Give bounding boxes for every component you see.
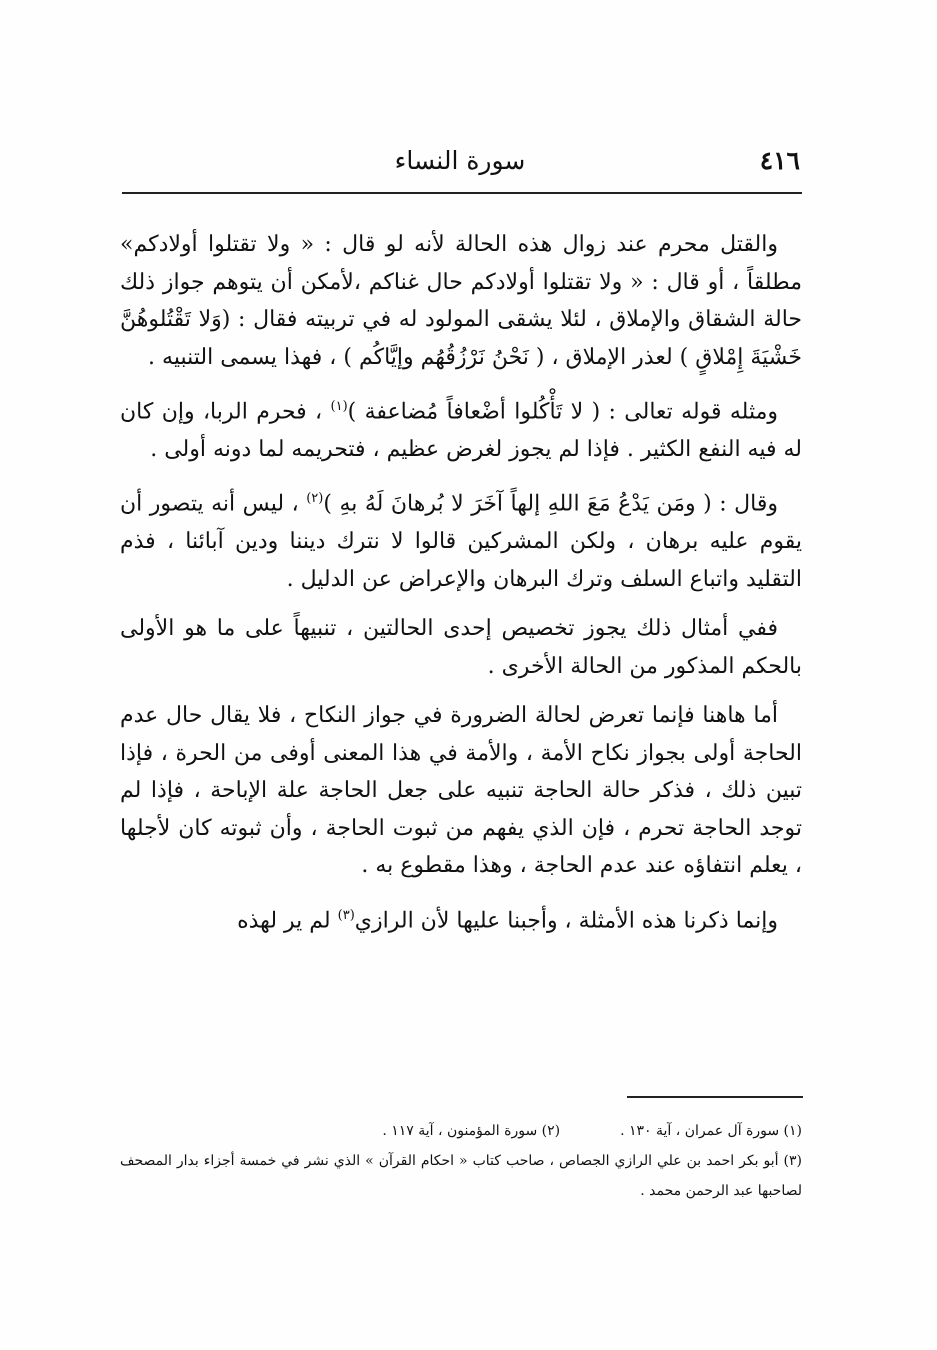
footnote-ref-1: (١) — [330, 399, 348, 414]
footnote-ref-2: (٢) — [306, 491, 324, 507]
paragraph-1-text: والقتل محرم عند زوال هذه الحالة لأنه لو قال : « ولا تقتلوا أولادكم» مطلقاً ، أو قال : « ولا تقتلوا أولادكم حال غناكم ،لأمكن أن يتوهم جواز ذلك حالة الشقاق والإملاق ، لئلا يشقى المولود له في تربيته فقال : (وَلا تَقْتُلوهُنَّ خَشْيَةَ إِمْلاقٍ ) لعذر الإملاق ، ( نَحْنُ نَرْزُقُهُم وإيَّاكُم ) ، فهذا يسمى التنبيه . — [120, 232, 802, 370]
paragraph-4 — [120, 610, 802, 685]
paragraph-6 — [120, 897, 802, 940]
paragraph-6-text-cont: لم ير لهذه — [237, 907, 338, 933]
paragraph-6-text: وإنما ذكرنا هذه الأمثلة ، وأجبنا عليها لأن الرازي — [354, 907, 778, 933]
paragraph-5-text: أما هاهنا فإنما تعرض لحالة الضرورة في جواز النكاح ، فلا يقال حال عدم الحاجة أولى بجواز نكاح الأمة ، والأمة في هذا المعنى أوفى من الحرة ، فإذا تبين ذلك ، فذكر حالة الحاجة تنبيه على جعل الحاجة علة الإباحة ، فإذا لم توجد الحاجة تحرم ، فإن الذي يفهم من ثبوت الحاجة ، وأن ثبوته كان لأجلها ، يعلم انتفاؤه عند عدم الحاجة ، وهذا مقطوع به . — [120, 703, 802, 879]
paragraph-5 — [120, 697, 802, 885]
footnote-3: (٣) أبو بكر احمد بن علي الرازي الجصاص ، صاحب كتاب « احكام القرآن » الذي نشر في خمسة أجزاء بدار المصحف لصاحبها عبد الرحمن محمد . — [120, 1153, 802, 1199]
main-text — [120, 226, 802, 951]
page-title: سورة النساء — [394, 146, 526, 175]
paragraph-2-text-cont: ، فحرم الربا، وإن كان له فيه النفع الكثير . فإذا لم يجوز لغرض عظيم ، فتحريمه لما دونه أولى . — [120, 399, 802, 462]
paragraph-2-text: ومثله قوله تعالى : ( لا تَأْكُلوا أضْعافاً مُضاعفة ) — [347, 399, 778, 425]
paragraph-3 — [120, 480, 802, 598]
footnote-ref-3: (٣) — [337, 907, 355, 923]
footnote-1: (١) سورة آل عمران ، آية ١٣٠ . — [620, 1123, 802, 1139]
footnotes — [120, 1116, 802, 1206]
paragraph-2 — [120, 388, 802, 468]
header-divider — [122, 192, 802, 194]
paragraph-1 — [120, 226, 802, 376]
page-number: ٤١٦ — [759, 146, 800, 175]
paragraph-3-text-cont: ، ليس أنه يتصور أن يقوم عليه برهان ، ولكن المشركين قالوا لا نترك ديننا ودين آبائنا ، فذم التقليد واتباع السلف وترك البرهان والإعراض عن الدليل . — [120, 491, 802, 592]
paragraph-3-text: وقال : ( ومَن يَدْعُ مَعَ اللهِ إلهاً آخَرَ لا بُرهانَ لَهُ بهِ ) — [323, 491, 778, 517]
footnote-divider — [627, 1096, 803, 1098]
footnote-2: (٢) سورة المؤمنون ، آية ١١٧ . — [382, 1123, 561, 1139]
page-header — [120, 146, 800, 186]
paragraph-4-text: ففي أمثال ذلك يجوز تخصيص إحدى الحالتين ، تنبيهاً على ما هو الأولى بالحكم المذكور من الحالة الأخرى . — [120, 616, 802, 679]
footnote-row — [120, 1116, 802, 1146]
